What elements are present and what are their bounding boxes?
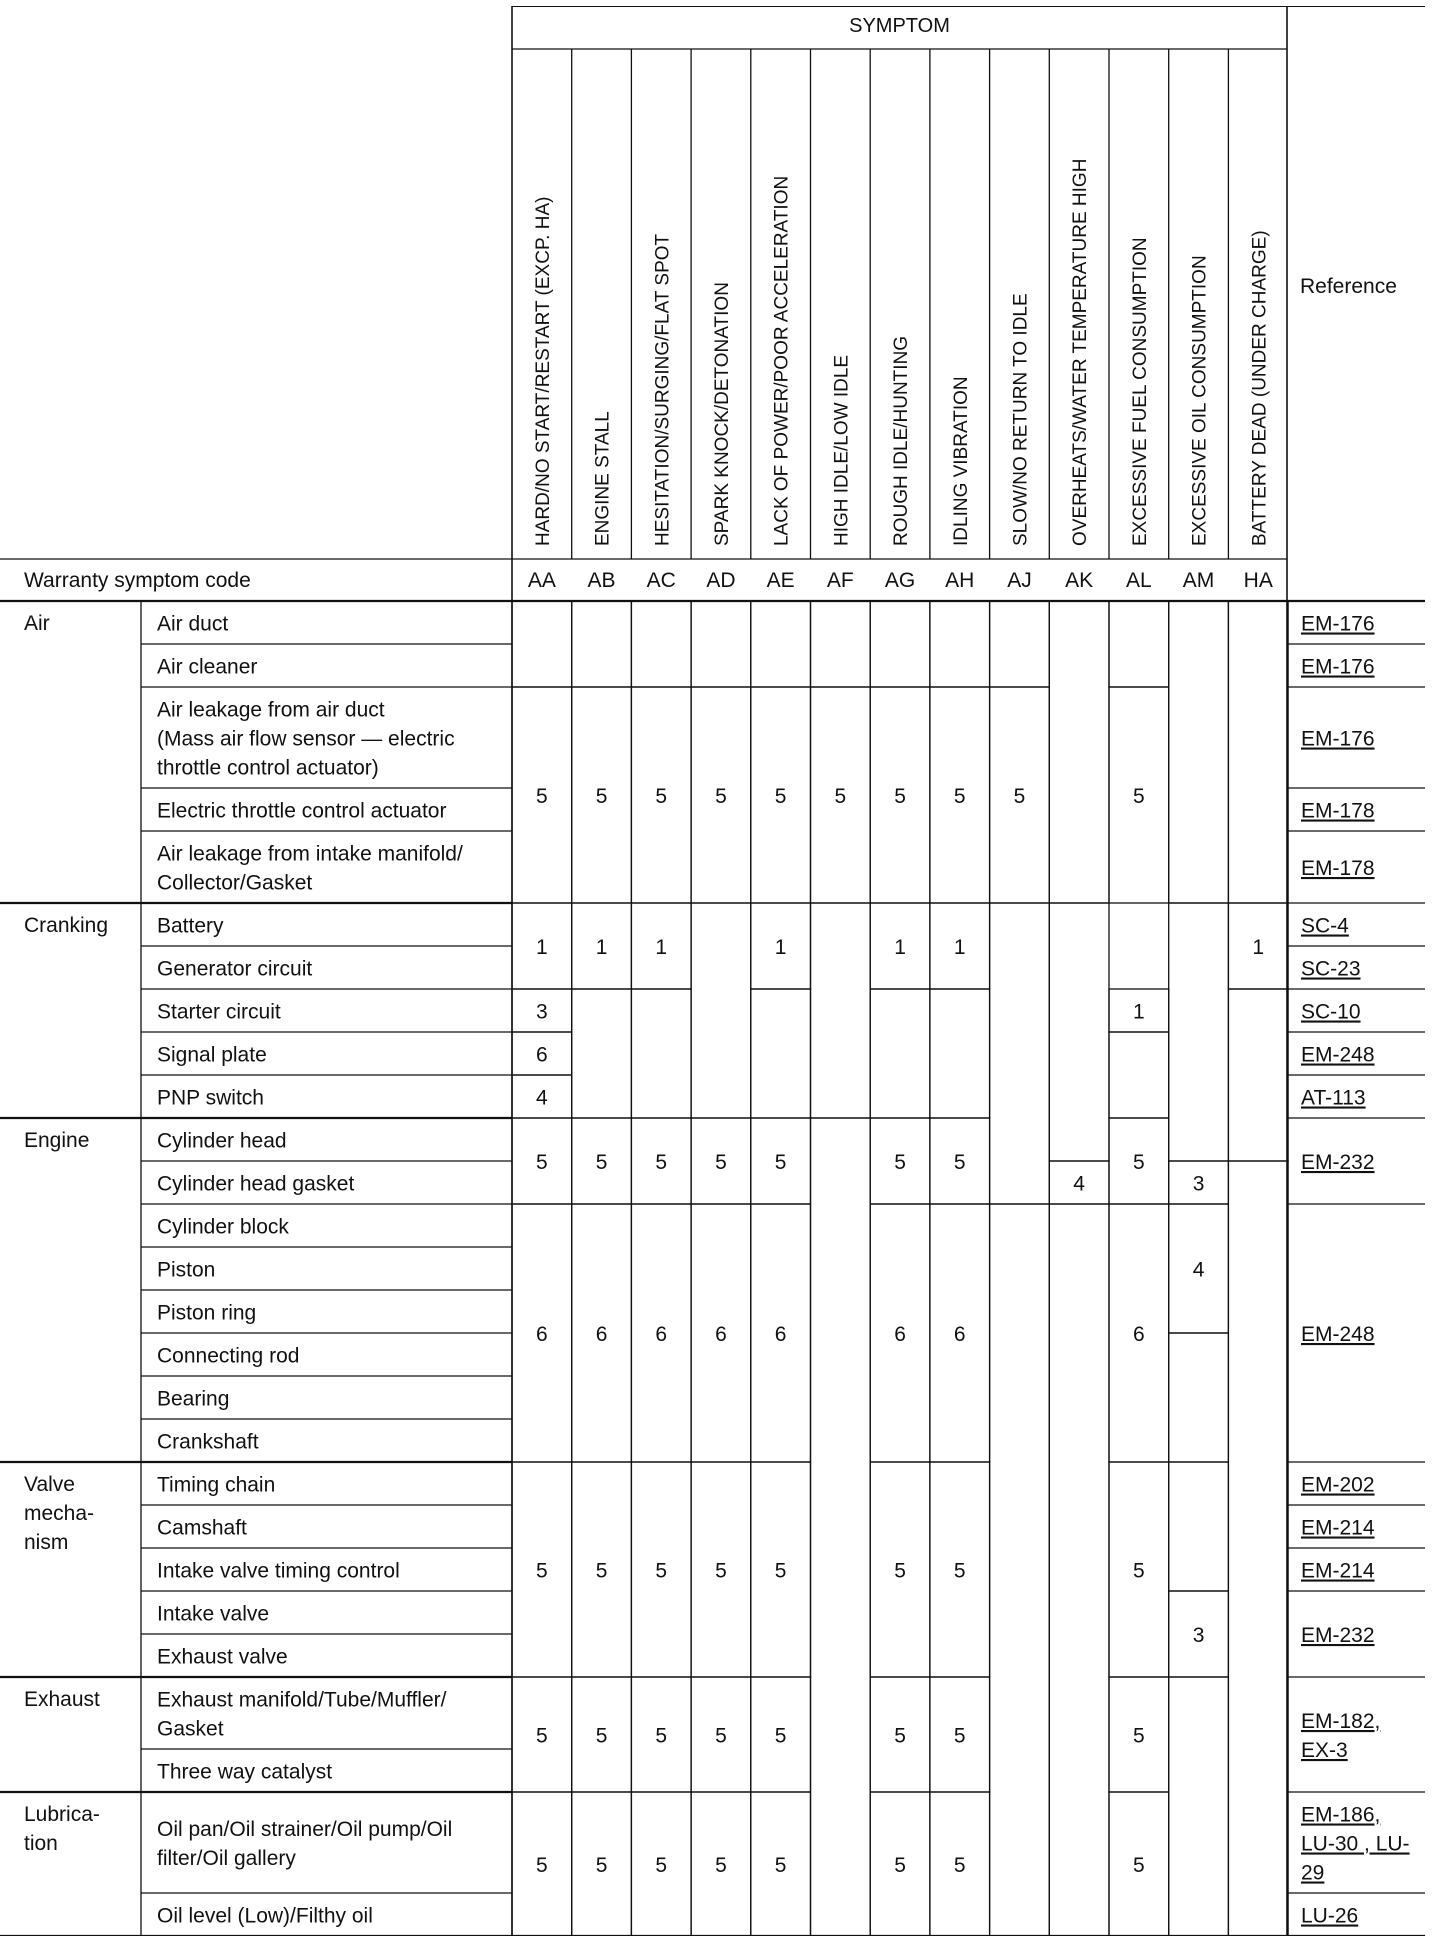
symptom-cell-border — [1228, 989, 1288, 1161]
symptom-cell-border — [1109, 1032, 1169, 1118]
symptom-cell-border — [1228, 601, 1288, 903]
symptom-cell-border — [1169, 601, 1229, 903]
component-name: (Mass air flow sensor — electric — [157, 727, 455, 751]
symptom-rank: 1 — [655, 936, 668, 959]
symptom-column-label: HARD/NO START/RESTART (EXCP. HA) — [532, 196, 554, 546]
reference-link[interactable]: EM-214 — [1301, 1559, 1375, 1583]
reference-link[interactable]: EM-186, — [1301, 1803, 1381, 1827]
symptom-column-label: ENGINE STALL — [592, 411, 614, 546]
component-name: Cylinder head — [157, 1129, 287, 1153]
symptom-rank: 5 — [655, 1559, 668, 1583]
symptom-cell-border — [990, 1204, 1050, 1936]
reference-link[interactable]: EM-178 — [1301, 799, 1375, 823]
symptom-code: AG — [884, 569, 916, 592]
group-name: Air — [24, 612, 50, 635]
symptom-column-label: EXCESSIVE FUEL CONSUMPTION — [1129, 237, 1151, 546]
reference-link[interactable]: EM-178 — [1301, 857, 1375, 880]
component-name: Exhaust valve — [157, 1645, 288, 1669]
symptom-rank: 6 — [953, 1323, 966, 1346]
reference-link[interactable]: EX-3 — [1301, 1739, 1348, 1762]
symptom-cell-border — [1109, 601, 1169, 687]
component-name: Crankshaft — [157, 1430, 259, 1454]
symptom-cell-border — [870, 601, 930, 687]
symptom-rank: 5 — [1133, 1854, 1145, 1877]
symptom-rank: 1 — [1252, 936, 1265, 959]
symptom-rank: 5 — [536, 1559, 548, 1583]
component-name: Oil pan/Oil strainer/Oil pump/Oil — [157, 1818, 453, 1841]
symptom-rank: 5 — [595, 1151, 608, 1174]
symptom-rank: 5 — [894, 1724, 906, 1748]
symptom-cell-border — [512, 601, 572, 687]
component-name: Gasket — [157, 1717, 224, 1741]
component-name: Timing chain — [157, 1473, 276, 1497]
symptom-column-label: BATTERY DEAD (UNDER CHARGE) — [1249, 230, 1271, 546]
symptom-code: AJ — [1007, 569, 1032, 592]
symptom-code: AL — [1126, 569, 1152, 592]
symptom-rank: 5 — [774, 1151, 787, 1174]
symptom-rank: 3 — [1192, 1172, 1205, 1196]
symptom-rank: 1 — [774, 936, 787, 959]
component-name: Air leakage from intake manifold/ — [157, 842, 463, 866]
reference-link[interactable]: LU-30 , LU- — [1301, 1832, 1410, 1856]
reference-link[interactable]: EM-176 — [1301, 655, 1375, 679]
symptom-code: AC — [646, 569, 676, 592]
symptom-rank: 3 — [536, 1000, 548, 1024]
symptom-rank: 5 — [1133, 1559, 1145, 1583]
symptom-rank: 5 — [715, 1559, 727, 1583]
symptom-cell-border — [990, 903, 1050, 1204]
symptom-rank: 5 — [536, 1854, 548, 1877]
symptom-rank: 6 — [536, 1043, 548, 1067]
component-name: Intake valve timing control — [157, 1559, 400, 1583]
component-name: Air cleaner — [157, 655, 258, 679]
symptom-code: HA — [1243, 569, 1273, 592]
group-name: mecha- — [24, 1502, 95, 1525]
symptom-rank: 6 — [894, 1323, 906, 1346]
symptom-rank: 6 — [655, 1323, 668, 1346]
symptom-rank: 1 — [953, 936, 966, 959]
symptom-code: AA — [527, 569, 556, 592]
component-name: Connecting rod — [157, 1344, 300, 1368]
symptom-rank: 4 — [1192, 1258, 1205, 1282]
symptom-column-label: OVERHEATS/WATER TEMPERATURE HIGH — [1070, 158, 1092, 546]
component-name: Air duct — [157, 612, 229, 636]
component-name: Piston ring — [157, 1301, 257, 1325]
symptom-rank: 5 — [715, 1151, 727, 1174]
symptom-cell-border — [572, 601, 632, 687]
symptom-code: AB — [587, 569, 616, 592]
symptom-rank: 6 — [595, 1323, 608, 1346]
symptom-column-label: SLOW/NO RETURN TO IDLE — [1010, 293, 1032, 546]
symptom-rank: 5 — [715, 1724, 727, 1748]
symptom-cell-border — [811, 601, 871, 687]
symptom-code: AF — [826, 569, 854, 592]
symptom-cell-border — [1228, 1161, 1288, 1936]
symptom-rank: 5 — [595, 1854, 608, 1877]
symptom-cell-border — [691, 601, 751, 687]
symptom-rank: 5 — [595, 785, 608, 808]
reference-link[interactable]: SC-10 — [1301, 1000, 1361, 1024]
component-name: throttle control actuator) — [157, 756, 379, 780]
symptom-cell-border — [870, 989, 930, 1118]
symptom-rank: 5 — [1133, 1724, 1145, 1748]
component-name: Three way catalyst — [157, 1760, 333, 1784]
symptom-rank: 5 — [1133, 1151, 1145, 1174]
symptom-cell-border — [930, 989, 990, 1118]
reference-link[interactable]: EM-182, — [1301, 1710, 1381, 1733]
symptom-cell-border — [751, 601, 811, 687]
symptom-rank: 3 — [1192, 1624, 1205, 1647]
symptom-rank: 5 — [953, 1854, 966, 1877]
warranty-symptom-label: Warranty symptom code — [24, 569, 251, 592]
symptom-rank: 6 — [715, 1323, 727, 1346]
reference-link[interactable]: EM-248 — [1301, 1323, 1375, 1346]
component-name: Camshaft — [157, 1516, 247, 1540]
reference-link[interactable]: LU-26 — [1301, 1904, 1359, 1928]
reference-link[interactable]: AT-113 — [1301, 1086, 1366, 1110]
symptom-rank: 5 — [536, 1724, 548, 1748]
reference-link[interactable]: EM-202 — [1301, 1473, 1375, 1497]
component-name: Starter circuit — [157, 1000, 281, 1024]
symptom-rank: 5 — [894, 1559, 906, 1583]
group-name: tion — [24, 1832, 58, 1855]
symptom-cell-border — [1169, 1333, 1229, 1462]
symptom-rank: 5 — [536, 1151, 548, 1174]
component-name: Intake valve — [157, 1602, 270, 1626]
group-name: nism — [24, 1531, 69, 1554]
component-name: Battery — [157, 914, 224, 938]
symptom-rank: 5 — [595, 1559, 608, 1583]
symptom-rank: 6 — [1133, 1323, 1145, 1346]
symptom-rank: 5 — [715, 1854, 727, 1877]
symptom-rank: 1 — [1133, 1000, 1145, 1024]
symptom-cell-border — [811, 903, 871, 1118]
symptom-rank: 5 — [655, 785, 668, 808]
symptom-rank: 5 — [894, 1151, 906, 1174]
symptom-rank: 1 — [894, 936, 906, 959]
symptom-column-label: ROUGH IDLE/HUNTING — [891, 335, 913, 546]
symptom-rank: 5 — [894, 785, 906, 808]
component-name: Collector/Gasket — [157, 871, 313, 895]
reference-link[interactable]: EM-232 — [1301, 1624, 1375, 1647]
symptom-rank: 5 — [774, 1559, 787, 1583]
symptom-code: AK — [1065, 569, 1094, 592]
component-name: Bearing — [157, 1387, 230, 1411]
group-name: Valve — [24, 1473, 75, 1496]
component-name: Generator circuit — [157, 957, 313, 981]
symptom-table-svg — [0, 6, 1425, 1936]
symptom-column-label: EXCESSIVE OIL CONSUMPTION — [1189, 255, 1211, 546]
symptom-rank: 5 — [1133, 785, 1145, 808]
component-name: Exhaust manifold/Tube/Muffler/ — [157, 1688, 447, 1712]
symptom-cell-border — [572, 989, 632, 1118]
symptom-column-label: IDLING VIBRATION — [950, 376, 972, 546]
symptom-rank: 4 — [1073, 1172, 1085, 1196]
symptom-code: AD — [706, 569, 736, 592]
symptom-cell-border — [1169, 1462, 1229, 1591]
group-name: Engine — [24, 1129, 90, 1152]
component-name: Cylinder block — [157, 1215, 289, 1239]
symptom-rank: 5 — [953, 1151, 966, 1174]
symptom-code: AM — [1182, 569, 1215, 592]
reference-link[interactable]: EM-176 — [1301, 612, 1375, 636]
reference-link[interactable]: EM-248 — [1301, 1043, 1375, 1067]
symptom-rank: 5 — [774, 1724, 787, 1748]
symptom-cell-border — [930, 601, 990, 687]
symptom-rank: 5 — [655, 1854, 668, 1877]
symptom-cell-border — [1049, 903, 1109, 1161]
symptom-rank: 5 — [834, 785, 847, 808]
symptom-rank: 5 — [595, 1724, 608, 1748]
symptom-cell-border — [631, 989, 691, 1118]
symptom-rank: 4 — [536, 1086, 548, 1110]
group-name: Exhaust — [24, 1688, 100, 1711]
symptom-cell-border — [811, 1118, 871, 1936]
symptom-cell-border — [990, 601, 1050, 687]
symptom-rank: 6 — [536, 1323, 548, 1346]
symptom-rank: 5 — [894, 1854, 906, 1877]
symptom-rank: 5 — [953, 785, 966, 808]
symptom-rank: 5 — [953, 1559, 966, 1583]
component-name: Piston — [157, 1258, 216, 1282]
symptom-column-label: SPARK KNOCK/DETONATION — [711, 282, 733, 546]
symptom-cell-border — [691, 903, 751, 1118]
component-name: filter/Oil gallery — [157, 1847, 296, 1870]
symptom-rank: 5 — [953, 1724, 966, 1748]
symptom-table — [0, 6, 1425, 1936]
symptom-cell-border — [631, 601, 691, 687]
reference-link[interactable]: EM-214 — [1301, 1516, 1375, 1540]
symptom-cell-border — [1049, 1204, 1109, 1936]
symptom-cell-border — [1169, 1677, 1229, 1936]
symptom-code: AE — [766, 569, 795, 592]
symptom-rank: 5 — [774, 785, 787, 808]
symptom-cell-border — [1169, 903, 1229, 1161]
symptom-column-label: LACK OF POWER/POOR ACCELERATION — [771, 175, 793, 546]
symptom-rank: 5 — [536, 785, 548, 808]
reference-heading: Reference — [1300, 275, 1397, 298]
symptom-column-label: HIGH IDLE/LOW IDLE — [831, 354, 853, 546]
group-name: Lubrica- — [24, 1803, 100, 1826]
component-name: PNP switch — [157, 1086, 264, 1110]
symptom-cell-border — [1049, 601, 1109, 903]
symptom-rank: 5 — [774, 1854, 787, 1877]
symptom-column-label: HESITATION/SURGING/FLAT SPOT — [652, 233, 674, 546]
symptom-cell-border — [751, 989, 811, 1118]
symptom-rank: 5 — [1013, 785, 1026, 808]
reference-link[interactable]: EM-232 — [1301, 1151, 1375, 1174]
symptom-rank: 1 — [536, 936, 548, 959]
reference-link[interactable]: SC-23 — [1301, 957, 1361, 981]
component-name: Air leakage from air duct — [157, 698, 385, 722]
symptom-code: AH — [945, 569, 975, 592]
symptom-rank: 5 — [655, 1151, 668, 1174]
reference-link[interactable]: SC-4 — [1301, 914, 1349, 938]
group-name: Cranking — [24, 914, 109, 937]
symptom-heading: SYMPTOM — [849, 15, 950, 37]
component-name: Oil level (Low)/Filthy oil — [157, 1904, 373, 1928]
symptom-rank: 5 — [655, 1724, 668, 1748]
component-name: Cylinder head gasket — [157, 1172, 355, 1196]
reference-link[interactable]: EM-176 — [1301, 727, 1375, 751]
symptom-rank: 1 — [595, 936, 608, 959]
reference-link[interactable]: 29 — [1301, 1861, 1325, 1885]
component-name: Electric throttle control actuator — [157, 799, 447, 823]
component-name: Signal plate — [157, 1043, 267, 1067]
symptom-rank: 5 — [715, 785, 727, 808]
symptom-rank: 6 — [774, 1323, 787, 1346]
